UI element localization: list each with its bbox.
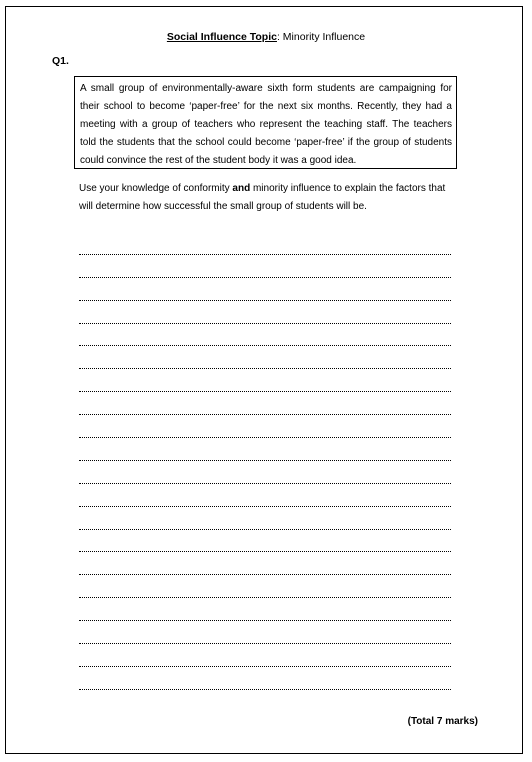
answer-line[interactable] (79, 552, 451, 575)
answer-line[interactable] (79, 415, 451, 438)
answer-line[interactable] (79, 346, 451, 369)
answer-line[interactable] (79, 255, 451, 278)
answer-line[interactable] (79, 484, 451, 507)
answer-line[interactable] (79, 575, 451, 598)
instruction-text-2: minority influence to explain the factors that will determine how successful the small group of students will be. (79, 183, 446, 212)
answer-line[interactable] (79, 324, 451, 347)
answer-line[interactable] (79, 621, 451, 644)
answer-line[interactable] (79, 301, 451, 324)
answer-line[interactable] (79, 644, 451, 667)
scenario-box: A small group of environmentally-aware sixth form students are campaigning for their school to become ‘paper-free’ for the next six months. Recently, they had a meeting with a group of teachers who represent the teaching staff. The teachers told the students that the school could become ‘paper-free’ if the group of students could convince the rest of the student body it was a good idea. (74, 76, 457, 169)
answer-line[interactable] (79, 392, 451, 415)
answer-line[interactable] (79, 507, 451, 530)
title-separator: : (276, 31, 280, 43)
topic-name: Minority Influence (279, 31, 366, 43)
instruction-emphasis: and (232, 183, 251, 194)
total-marks: (Total 7 marks) (407, 716, 478, 727)
answer-line[interactable] (79, 530, 451, 553)
worksheet-title (0, 31, 532, 43)
answer-line[interactable] (79, 598, 451, 621)
answer-area[interactable] (79, 232, 451, 690)
topic-label: Social Influence Topic (166, 31, 277, 43)
question-instruction (79, 180, 459, 216)
answer-line[interactable] (79, 278, 451, 301)
question-number: Q1. (52, 55, 69, 67)
instruction-text-1: Use your knowledge of conformity (79, 183, 233, 194)
answer-line[interactable] (79, 667, 451, 690)
answer-line[interactable] (79, 438, 451, 461)
answer-line[interactable] (79, 369, 451, 392)
answer-line[interactable] (79, 461, 451, 484)
answer-line[interactable] (79, 232, 451, 255)
